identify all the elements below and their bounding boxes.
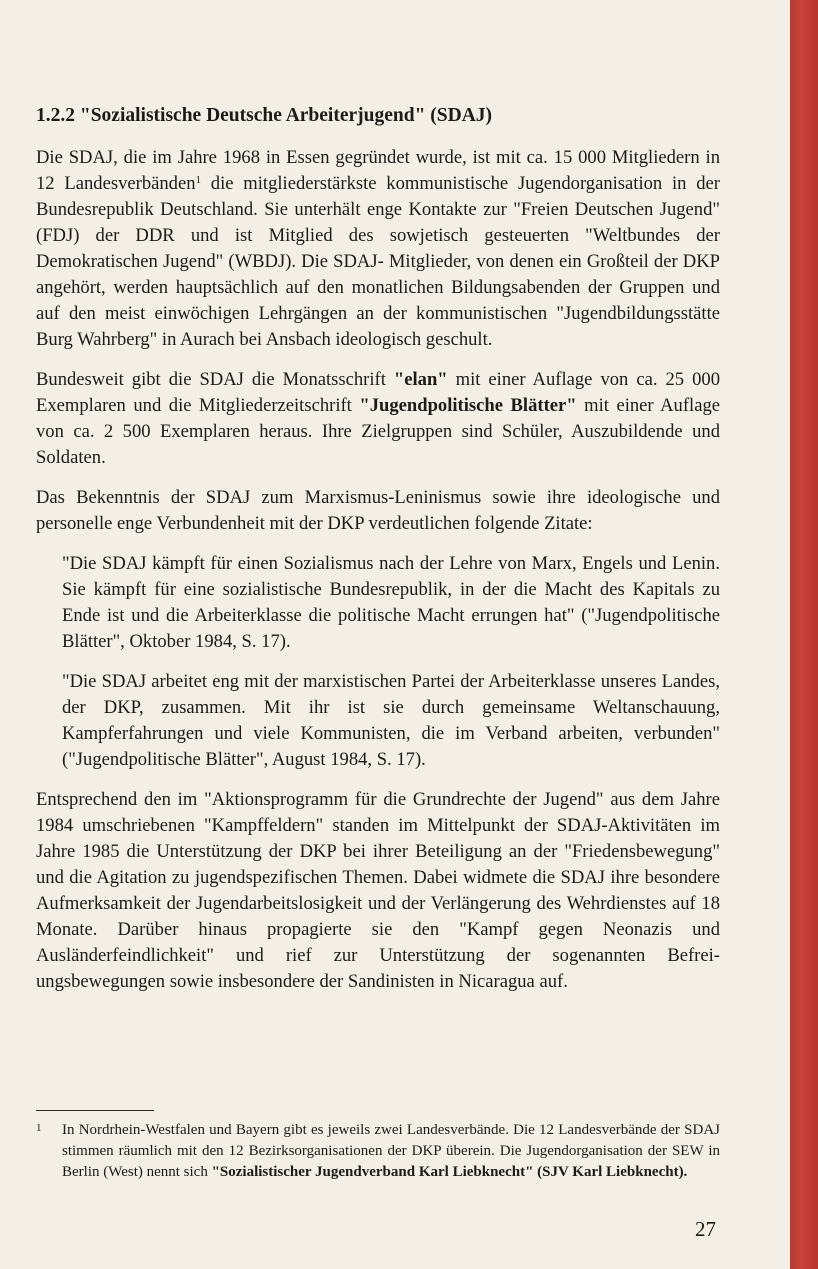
paragraph-publications-text-a: Bundesweit gibt die SDAJ die Monatsschrift xyxy=(36,369,394,390)
publication-jugendpolitische-blaetter: "Jugendpolitische Blätter" xyxy=(359,395,577,416)
footnote xyxy=(36,1120,720,1183)
paragraph-activities: Entsprechend den im "Aktionsprogramm für die Grundrechte der Jugend" aus dem Jahre 1984 umschriebenen "Kampffeldern" standen im Mittelpunkt der SDAJ-Aktivitäten im Jahre 1985 die Unterstützung der DKP bei ihrer Beteiligung an der "Friedensbewegung" und die Agitation zu jugendspezifischen Themen. Dabei widmete die SDAJ ihre besondere Aufmerksamkeit der Jugendarbeitslosigkeit und der Verlängerung des Wehrdienstes auf 18 Monate. Darüber hinaus propagierte sie den "Kampf gegen Neonazis und Ausländerfeindlichkeit" und rief zur Unterstützung der sogenannten Befreiungsbewegungen sowie insbesondere der Sandinisten in Nicaragua auf. xyxy=(36,789,720,992)
section-heading: 1.2.2 "Sozialistische Deutsche Arbeiterjugend" (SDAJ) xyxy=(36,105,493,126)
paragraph-publications xyxy=(36,367,720,471)
footnote-number: 1 xyxy=(36,1122,42,1134)
page-number: 27 xyxy=(695,1217,716,1241)
paragraph-confession: Das Bekenntnis der SDAJ zum Marxismus-Leninismus sowie ihre ideologische und personelle enge Verbundenheit mit der DKP verdeutlichen folgende Zitate: xyxy=(36,487,720,534)
footnote-text-bold: "Sozialistischer Jugendverband Karl Liebknecht" (SJV Karl Liebknecht). xyxy=(211,1164,688,1180)
footnote-reference: 1 xyxy=(195,174,202,186)
paragraph-intro-text-a: Die SDAJ, die im Jahre 1968 in Essen gegründet wurde, ist mit ca. 15 000 Mitgliedern in 12 Landesverbänden xyxy=(36,147,720,194)
paragraph-intro xyxy=(36,145,720,353)
paragraph-publications-text-c: mit einer Auflage von ca. 2 500 Exemplaren heraus. Ihre Zielgruppen sind Schüler, Auszubildende und Soldaten. xyxy=(36,395,721,468)
footnote-text-a: In Nordrhein-Westfalen und Bayern gibt es jeweils zwei Landesverbände. Die 12 Landesverbände der SDAJ stimmen räumlich mit den 12 Bezirksorganisationen der DKP überein. Die Jugendorganisation der SEW in Berlin (West) nennt sich xyxy=(62,1122,720,1180)
footnote-divider xyxy=(36,1110,154,1111)
quote-first: "Die SDAJ kämpft für einen Sozialismus nach der Lehre von Marx, Engels und Lenin. Sie kämpft für eine sozialistische Bundesrepublik, in der die Macht des Kapitals zu Ende ist und die Arbeiterklasse die politische Macht errungen hat" ("Jugendpolitische Blätter", Oktober 1984, S. 17). xyxy=(62,553,720,652)
quote-second: "Die SDAJ arbeitet eng mit der marxistischen Partei der Arbeiterklasse unseres Landes, der DKP, zusammen. Mit ihr ist sie durch gemeinsame Weltanschauung, Kampferfahrungen und viele Kommunisten, die im Verband arbeiten, verbunden" ("Jugendpolitische Blätter", August 1984, S. 17). xyxy=(62,671,720,770)
red-page-edge xyxy=(790,0,818,1269)
paragraph-publications-text-b: mit einer Auflage von ca. 25 000 Exemplaren und die Mitgliederzeitschrift xyxy=(36,369,720,416)
publication-elan: "elan" xyxy=(393,369,448,390)
footnote-text xyxy=(62,1120,720,1183)
paragraph-intro-text-b: die mitgliederstärkste kommunistische Jugendorganisation in der Bundesrepublik Deutschland. Sie unterhält enge Kontakte zur "Freien Deutschen Jugend" (FDJ) der DDR und ist Mitglied des sowjetisch gesteuerten "Weltbundes der Demokratischen Jugend" (WBDJ). Die SDAJ- Mitglieder, von denen ein Großteil der DKP angehört, werden hauptsächlich auf den monatlichen Bildungsabenden der Gruppen und auf den meist einwöchigen Lehrgängen an der kommunistischen "Jugendbildungsstätte Burg Wahrberg" in Aurach bei Ansbach ideologisch geschult. xyxy=(36,173,721,350)
document-page xyxy=(36,103,720,1009)
